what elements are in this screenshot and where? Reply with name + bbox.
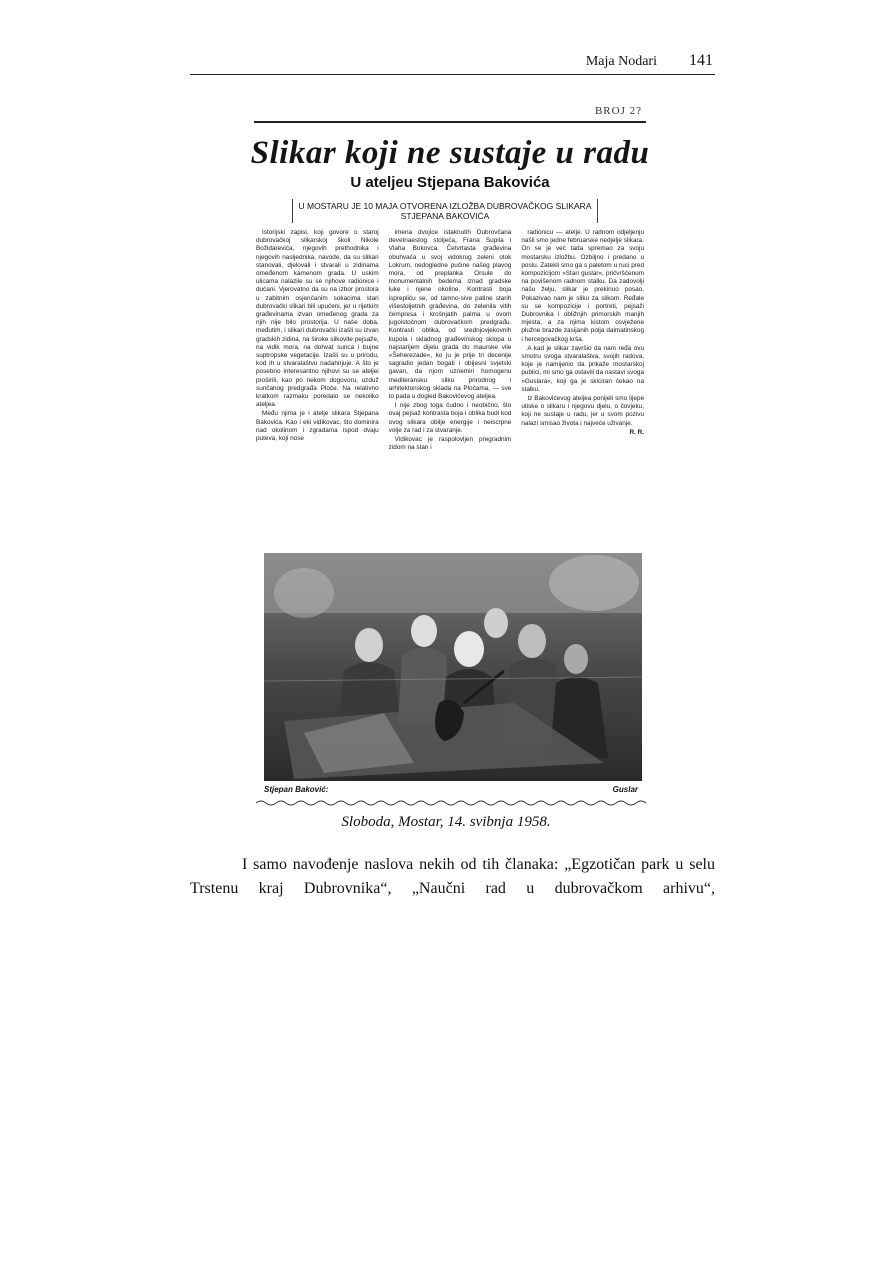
clipping-rule <box>254 121 646 123</box>
newspaper-clipping <box>250 95 650 810</box>
clipping-subheadline: U ateljeu Stjepana Bakovića <box>350 174 550 191</box>
issue-label: BROJ 2? <box>594 105 642 117</box>
article-column-1 <box>256 229 379 545</box>
article-paragraph: radionicu — atelje. U radnom odjeljenju našli smo jedne februarske nedjelje slikara. On se je već tada spremao za svoju mostarsku izložbu. Ozbiljno i predano u poslu. Zatekli smo ga s paletom u ruci pred kompozicijom »Stari guslar«, pričvršćenom na povišenom radnom stalku. Da zadovolji našu želju, slikar je prekinuo posao. Pokazivao nam je sliku za slikom. Ređale su se kompozicije i portreti, pejsaži Dubrovnika i obližnjih primorskih manjih mjesta, a za njima kistom osvježene plužne brazde zasijanih polja dalmatinskog i hercegovačkog krša. <box>521 229 645 343</box>
article-column-2 <box>389 229 512 545</box>
page-number: 141 <box>689 52 713 69</box>
painting-photo <box>264 553 642 781</box>
article-paragraph: imena dvojice istaknutih Dubrovčana devetnaestog stoljeća, Frana Supila i Vlaha Bukovca. Četvrtasta građevina obuhvaća u svoj vidokrug zeleni otok Lokrum, nedogledne pučine našeg plavog mora, od preplanka Orsule do monumentalnih bedema iznad gradske luke i njene okoline. Kontrasti boja isprepliću se, od tamno-sive patine starih višestoljetnih građevina, do zelenila vitih čempresa i krošnjatih palma u ovom jugoistočnom dubrovačkom predgrađu. Kontrasti oblika, od srednjovjekovnih kupola i skladnog građevinskog sklopa u najstarijem dijelu grada do maurske vile »Šeherezade«, ko ju je prije tri decenije sagradio jedan bogati i obijesni svjetski gavan, da njom uznemiri homogenu mediteransku sliku prirodnog i arhitektonskog sklada na Pločama, — sve to pada u dogled Bakovićevog ateljea. <box>388 229 512 401</box>
article-paragraph: A kad je slikar završio da nam ređa ovu smotru svoga stvaralaštva, svojih radova, koje je namijenio da prikaže mostarskoj publici, mi smo ga ostavili da nastavi svoga »Guslara«, koji ga je skiciran čekao na stalku. <box>521 344 645 393</box>
article-columns <box>256 229 644 545</box>
article-column-3 <box>521 229 644 545</box>
running-header <box>190 52 715 75</box>
article-paragraph: Iz Bakovićevog ateljea ponijeli smo lijepe utiske o slikaru i njegovu djelu, o čovjeku, koji ne sustaje u radu, jer u svom pozivu nalazi smisao života i najveće uživanje. <box>521 395 645 427</box>
figure-caption: Sloboda, Mostar, 14. svibnja 1958. <box>341 814 551 830</box>
clipping-headline: Slikar koji ne sustaje u radu <box>250 135 650 171</box>
article-signature: R. R. <box>629 428 645 436</box>
article-paragraph: I nije zbog toga čudno i neobično, što ovaj pejsaž kontrasta boja i oblika budi kod ovog slikara obilje energije i neiscrpne volje za rad i za stvaranje. <box>388 402 512 434</box>
body-paragraph: I samo navođenje naslova nekih od tih članaka: „Egzotičan park u selu Trstenu kraj Dubrovnika“, „Naučni rad u dubrovačkom arhivu“, <box>190 856 715 897</box>
article-paragraph: Vidikovac je raspolovljen pregradnim zidom na stan i <box>388 436 512 452</box>
clipping-lead: U MOSTARU JE 10 MAJA OTVORENA IZLOŽBA DUBROVAČKOG SLIKARA STJEPANA BAKOVIĆA <box>292 199 598 223</box>
running-header-author: Maja Nodari <box>585 54 657 69</box>
photo-credit-artist: Stjepan Baković: <box>264 785 329 794</box>
article-paragraph: Istorijski zapisi, koji govore o staroj dubrovačkoj slikarskoj školi Nikole Božidarevića, njegovih prethodnika i njegovih nasljednika, navode, da su slikari stanovali, djelovali i stvarali u zidinama omeđenom kamenom grada. U uskim ulicama nalazile su se njihove radionice i dućani. Vjerovatno da su na izbor prostora u zabitnim osjenčanim sokacima stari dubrovački slikari bili upućeni, jer u rijetkim građevinama izvan omeđenog grada za njih nije bilo prostorija. U naše doba, međutim, i slikari dubrovački izašli su izvan gradskih zidina, na široke slikovite pejsaže, na vidik mora, na dohvat sunca i bujne suptropske vegetacije. Izašli su u prirodu, kod ih u stvaralaštvu nadahnjuje. A što je posebno interesantno njihovi su se ateljei proširili, kao po nekom dogovoru, uzduž sunčanog predgrađa Ploče. Na relativno kratkom razmaku poredalo se nekoliko ateljea. <box>256 229 379 409</box>
photo-credit-title: Guslar <box>612 785 638 794</box>
painting-guslar-image <box>264 553 642 781</box>
article-paragraph: Među njima je i atelje slikara Stjepana Bakovića. Kao i eki vidikovac, što dominira nad okolinom i zgradama ispod dvaju puteva, koji nose <box>256 410 379 443</box>
body-text <box>190 853 715 901</box>
wavy-rule <box>256 799 646 807</box>
